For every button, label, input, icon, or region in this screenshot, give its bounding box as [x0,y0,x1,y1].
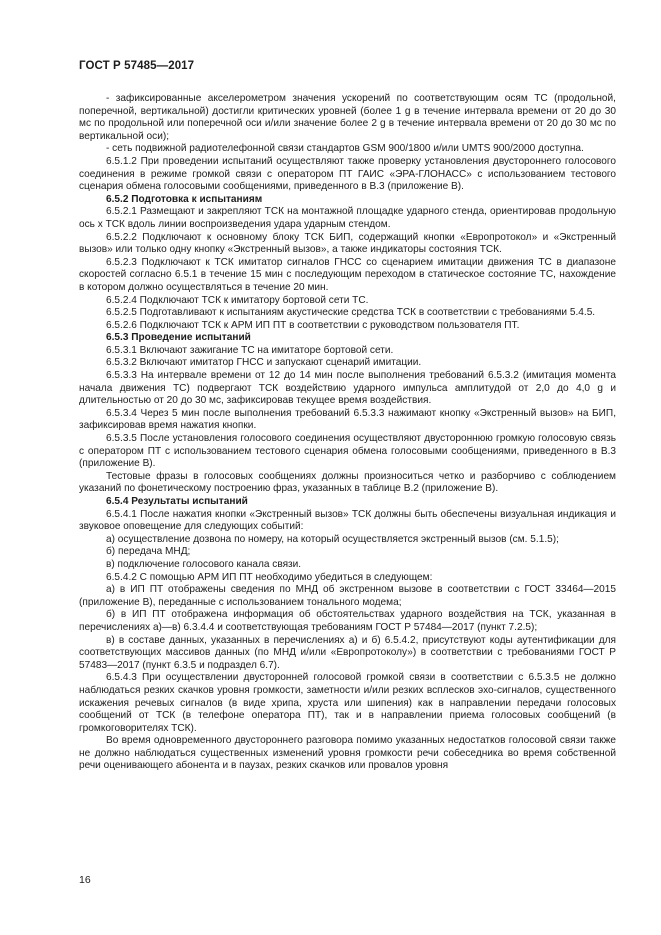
paragraph: 6.5.2.6 Подключают ТСК к АРМ ИП ПТ в соответствии с руководством пользователя ПТ. [106,319,520,331]
paragraph: 6.5.3.4 Через 5 мин после выполнения требований 6.5.3.3 нажимают кнопку «Экстренный вызов» на БИП, зафиксировав время нажатия кнопки. [79,407,616,432]
paragraph: 6.5.4.2 С помощью АРМ ИП ПТ необходимо убедиться в следующем: [106,571,433,583]
section-heading: 6.5.3 Проведение испытаний [106,332,251,344]
paragraph: в) подключение голосового канала связи. [106,558,302,570]
page-number: 16 [79,874,91,886]
paragraph: 6.5.2.4 Подключают ТСК к имитатору бортовой сети ТС. [106,294,369,306]
paragraph: 6.5.2.3 Подключают к ТСК имитатор сигналов ГНСС со сценарием имитации движения ТС в диапазоне скоростей согласно 6.5.1 в течение 15 мин с последующим переходом в статическое состояние ТС, нахождение в котором должно осуществляться в течение 20 мин. [79,256,616,293]
paragraph: 6.5.1.2 При проведении испытаний осуществляют также проверку установления двустороннего голосового соединения в режиме громкой связи с оператором ПТ ГАИС «ЭРА-ГЛОНАСС» с использованием тестового сценария обмена голосовыми сообщениями, приведенного в В.3 (приложение В). [79,155,616,193]
paragraph: 6.5.4.1 После нажатия кнопки «Экстренный вызов» ТСК должны быть обеспечены визуальная индикация и звуковое оповещение для следующих событий: [79,508,616,533]
paragraph: б) в ИП ПТ отображена информация об обстоятельствах ударного воздействия на ТСК, указанная в перечислениях а)—в) 6.3.4.4 и соответствующая требованиям ГОСТ Р 57484—2017 (пункт 7.2.5); [79,609,616,633]
section-heading: 6.5.2 Подготовка к испытаниям [106,193,263,205]
paragraph: 6.5.3.3 На интервале времени от 12 до 14 мин после выполнения требований 6.5.3.2 (имитация момента начала движения ТС) подвергают ТСК воздействию ударного импульса амплитудой от 2,0 до 4,0 g и длительностью от 20 до 30 мс, зафиксировав текущее время воздействия. [79,370,616,407]
paragraph: в) в составе данных, указанных в перечислениях а) и б) 6.5.4.2, присутствуют коды аутентификации для соответствующих массивов данных (по МНД и/или «Европротоколу») в соответствии с требованиями ГОСТ Р 57483—2017 (пункт 6.3.5 и подраздел 6.7). [79,634,616,671]
document-body [79,93,616,773]
paragraph: - сеть подвижной радиотелефонной связи стандартов GSM 900/1800 и/или UMTS 900/2000 доступна. [106,143,584,155]
paragraph: Во время одновременного двустороннего разговора помимо указанных недостатков голосовой связи также не должно наблюдаться существенных изменений уровня громкости речи собеседника во время собственной речи оценивающего абонента и в паузах, резких скачков или провалов уровня [79,735,616,772]
section-heading: 6.5.4 Результаты испытаний [106,496,248,507]
paragraph: б) передача МНД; [106,546,191,558]
paragraph: 6.5.3.5 После установления голосового соединения осуществляют двустороннюю громкую голосовую связь с оператором ПТ с использованием тестового сценария обмена голосовыми сообщениями, приведенного в В.3 (приложение В). [79,433,616,470]
paragraph: 6.5.2.1 Размещают и закрепляют ТСК на монтажной площадке ударного стенда, ориентировав продольную ось x ТСК вдоль линии воспроизведения удара ударным стендом. [79,206,616,230]
document-header: ГОСТ Р 57485—2017 [79,60,195,72]
paragraph: а) осуществление дозвона по номеру, на который осуществляется экстренный вызов (см. 5.1.5); [106,533,559,545]
paragraph: а) в ИП ПТ отображены сведения по МНД об экстренном вызове в соответствии с ГОСТ 33464—2015 (приложение В), переданные с использованием тонального модема; [79,584,616,608]
paragraph: 6.5.3.2 Включают имитатор ГНСС и запускают сценарий имитации. [106,357,422,369]
paragraph: - зафиксированные акселерометром значения ускорений по соответствующим осям ТС (продольной, поперечной, вертикальной) достигли критических уровней (более 1 g в течение интервала времени от 20 до 30 мс по продольной или поперечной оси и/или значение более 2 g в течение интервала времени от 20 до 30 мс по вертикальной оси); [79,93,616,142]
paragraph: 6.5.3.1 Включают зажигание ТС на имитаторе бортовой сети. [106,344,394,356]
paragraph: 6.5.2.2 Подключают к основному блоку ТСК БИП, содержащий кнопки «Европротокол» и «Экстренный вызов» или только одну кнопку «Экстренный вызов», а также индикаторы состояния ТСК. [79,231,616,256]
paragraph: 6.5.4.3 При осуществлении двусторонней голосовой громкой связи в соответствии с 6.5.3.5 не должно наблюдаться резких скачков уровня громкости, заметности и/или резких всплесков эхо-сигналов, существенного искажения речевых сигналов (в виде хрипа, хруста или шипения) как в направлении передачи голосовых сообщений от ТСК (в телефоне оператора ПТ), так и в направлении приема голосовых сообщений (в громкоговорителях ТСК). [79,672,616,734]
paragraph: 6.5.2.5 Подготавливают к испытаниям акустические средства ТСК в соответствии с требованиями 5.4.5. [106,307,596,319]
paragraph: Тестовые фразы в голосовых сообщениях должны произноситься четко и разборчиво с соблюдением указаний по фонетическому построению фраз, указанных в таблице В.2 (приложение В). [79,470,616,495]
